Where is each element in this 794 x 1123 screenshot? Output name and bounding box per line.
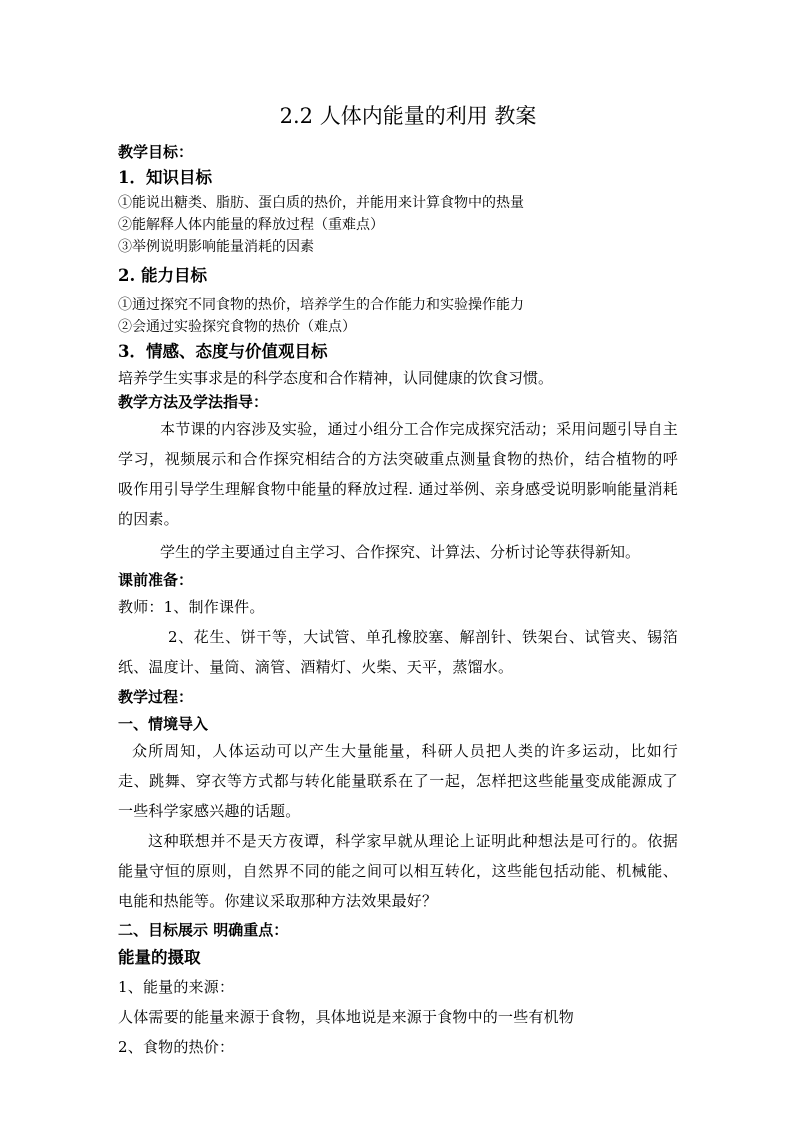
emotion-text: 培养学生实事求是的科学态度和合作精神，认同健康的饮食习惯。 [118, 369, 554, 387]
energy-source-item: 1、能量的来源： [118, 978, 235, 996]
methods-paragraph-1: 本节课的内容涉及实验，通过小组分工合作完成探究活动；采用问题引导自主学习，视频展示和合作探究相结合的方法突破重点测量食物的热价，结合植物的呼吸作用引导学生理解食物中能量的释放过程. 通过举例、亲身感受说明影响能量消耗的因素。 [118, 420, 678, 528]
ability-item-1: ①通过探究不同食物的热价，培养学生的合作能力和实验操作能力 [118, 297, 524, 313]
energy-intake-heading: 能量的摄取 [118, 948, 201, 967]
emotion-heading: 3．情感、态度与价值观目标 [118, 342, 328, 361]
knowledge-item-2: ②能解释人体内能量的释放过程（重难点） [118, 217, 384, 233]
methods-heading: 教学方法及学法指导： [118, 393, 269, 411]
prep-materials-line: 2、花生、饼干等，大试管、单孔橡胶塞、解剖针、铁架台、试管夹、锡箔纸、温度计、量筒、滴管、酒精灯、火柴、天平，蒸馏水。 [118, 628, 678, 676]
section-1-paragraph-2: 这种联想并不是天方夜谭，科学家早就从理论上证明此种想法是可行的。依据能量守恒的原则，自然界不同的能之间可以相互转化，这些能包括动能、机械能、电能和热能等。你建议采取那种方法效果最好？ [118, 832, 678, 910]
page-title: 2.2 人体内能量的利用 教案 [279, 104, 537, 128]
energy-source-text: 人体需要的能量来源于食物，具体地说是来源于食物中的一些有机物 [118, 1008, 575, 1026]
section-1-paragraph-1: 众所周知，人体运动可以产生大量能量，科研人员把人类的许多运动，比如行走、跳舞、穿衣等方式都与转化能量联系在了一起，怎样把这些能量变成能源成了一些科学家感兴趣的话题。 [118, 742, 678, 820]
ability-heading: 2. 能力目标 [118, 266, 207, 285]
document-page [118, 102, 678, 1062]
knowledge-item-3: ③举例说明影响能量消耗的因素 [118, 239, 314, 255]
section-1-heading: 一、情境导入 [118, 715, 209, 733]
knowledge-item-1: ①能说出糖类、脂肪、蛋白质的热价，并能用来计算食物中的热量 [118, 195, 524, 211]
knowledge-heading: 1．知识目标 [118, 168, 212, 187]
methods-paragraph-2: 学生的学主要通过自主学习、合作探究、计算法、分析讨论等获得新知。 [160, 543, 641, 561]
ability-item-2: ②会通过实验探究食物的热价（难点） [118, 319, 356, 335]
food-heat-value-item: 2、食物的热价： [118, 1038, 235, 1056]
prep-teacher-line: 教师：1、制作课件。 [118, 598, 265, 616]
process-heading: 教学过程： [118, 688, 194, 706]
prep-heading: 课前准备： [118, 571, 194, 589]
objectives-heading: 教学目标： [118, 143, 194, 161]
section-2-heading: 二、目标展示 明确重点： [118, 921, 289, 939]
